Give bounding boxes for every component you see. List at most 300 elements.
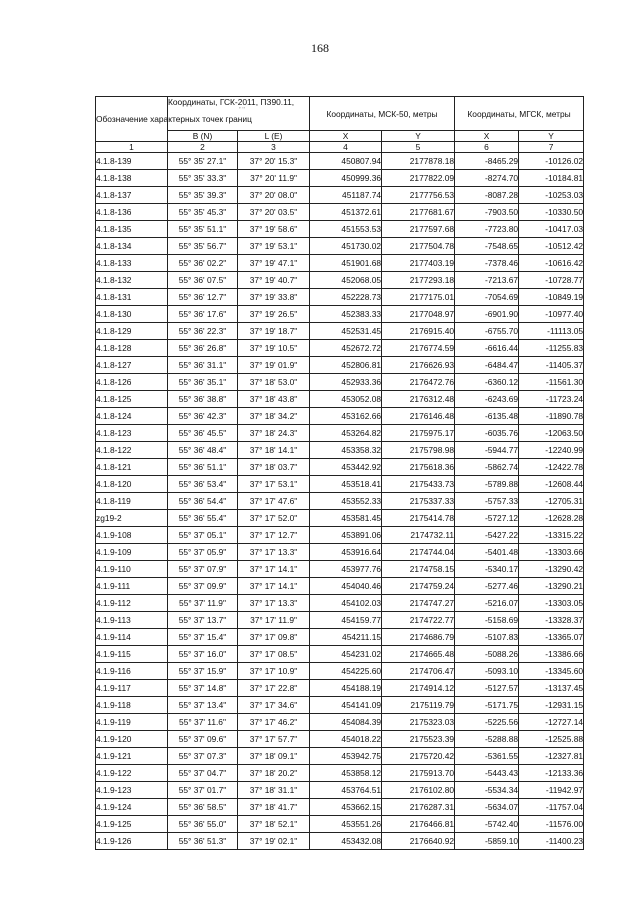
msk-x-cell: 452531.45 (310, 323, 382, 340)
table-row (96, 663, 584, 680)
point-id-cell: 4.1.9-123 (96, 782, 168, 799)
table-row (96, 595, 584, 612)
longitude-cell: 37° 18' 31.1" (238, 782, 310, 799)
mgsk-x-cell: -5534.34 (455, 782, 519, 799)
longitude-cell: 37° 18' 52.1" (238, 816, 310, 833)
msk-y-cell: 2177403.19 (382, 255, 455, 272)
msk-x-cell: 454141.09 (310, 697, 382, 714)
mgsk-x-cell: -6035.76 (455, 425, 519, 442)
header-gsk-title: Координаты, ГСК-2011, ПЗ90.11, (168, 97, 295, 107)
longitude-cell: 37° 18' 43.8" (238, 391, 310, 408)
msk-y-cell: 2175523.39 (382, 731, 455, 748)
latitude-cell: 55° 37' 05.9" (168, 544, 238, 561)
mgsk-y-cell: -11757.04 (519, 799, 584, 816)
latitude-cell: 55° 36' 12.7" (168, 289, 238, 306)
msk-x-cell: 451372.61 (310, 204, 382, 221)
mgsk-x-cell: -5789.88 (455, 476, 519, 493)
msk-x-cell: 453977.76 (310, 561, 382, 578)
msk-y-cell: 2177822.09 (382, 170, 455, 187)
latitude-cell: 55° 37' 07.9" (168, 561, 238, 578)
point-id-cell: 4.1.9-115 (96, 646, 168, 663)
point-id-cell: 4.1.8-119 (96, 493, 168, 510)
mgsk-y-cell: -10977.40 (519, 306, 584, 323)
header-mgsk-x: X (455, 131, 519, 142)
msk-y-cell: 2176640.92 (382, 833, 455, 850)
msk-y-cell: 2174744.04 (382, 544, 455, 561)
table-row (96, 272, 584, 289)
msk-y-cell: 2174665.48 (382, 646, 455, 663)
latitude-cell: 55° 37' 11.9" (168, 595, 238, 612)
table-row (96, 221, 584, 238)
latitude-cell: 55° 36' 22.3" (168, 323, 238, 340)
mgsk-x-cell: -5634.07 (455, 799, 519, 816)
mgsk-x-cell: -7378.46 (455, 255, 519, 272)
msk-y-cell: 2174722.77 (382, 612, 455, 629)
longitude-cell: 37° 17' 14.1" (238, 578, 310, 595)
latitude-cell: 55° 36' 54.4" (168, 493, 238, 510)
point-id-cell: 4.1.9-117 (96, 680, 168, 697)
table-row (96, 306, 584, 323)
msk-x-cell: 452383.33 (310, 306, 382, 323)
msk-x-cell: 454159.77 (310, 612, 382, 629)
msk-y-cell: 2175975.17 (382, 425, 455, 442)
msk-x-cell: 453162.66 (310, 408, 382, 425)
msk-y-cell: 2174759.24 (382, 578, 455, 595)
point-id-cell: zg19-2 (96, 510, 168, 527)
table-row (96, 646, 584, 663)
latitude-cell: 55° 35' 27.1" (168, 153, 238, 170)
mgsk-y-cell: -10512.42 (519, 238, 584, 255)
mgsk-x-cell: -5277.46 (455, 578, 519, 595)
msk-y-cell: 2176472.76 (382, 374, 455, 391)
column-number: 7 (519, 142, 584, 153)
mgsk-x-cell: -8465.29 (455, 153, 519, 170)
table-row (96, 204, 584, 221)
longitude-cell: 37° 19' 26.5" (238, 306, 310, 323)
msk-x-cell: 452933.36 (310, 374, 382, 391)
latitude-cell: 55° 36' 55.4" (168, 510, 238, 527)
latitude-cell: 55° 37' 04.7" (168, 765, 238, 782)
mgsk-x-cell: -5093.10 (455, 663, 519, 680)
latitude-cell: 55° 36' 48.4" (168, 442, 238, 459)
header-mgsk: Координаты, МГСК, метры (455, 97, 584, 131)
longitude-cell: 37° 18' 03.7" (238, 459, 310, 476)
table-row (96, 255, 584, 272)
longitude-cell: 37° 17' 14.1" (238, 561, 310, 578)
point-id-cell: 4.1.9-114 (96, 629, 168, 646)
mgsk-y-cell: -13137.45 (519, 680, 584, 697)
mgsk-y-cell: -13328.37 (519, 612, 584, 629)
mgsk-y-cell: -11405.37 (519, 357, 584, 374)
mgsk-y-cell: -11113.05 (519, 323, 584, 340)
msk-y-cell: 2175337.33 (382, 493, 455, 510)
table-row (96, 425, 584, 442)
table-row (96, 816, 584, 833)
table-row (96, 323, 584, 340)
latitude-cell: 55° 37' 09.9" (168, 578, 238, 595)
table-row (96, 782, 584, 799)
table-row (96, 187, 584, 204)
mgsk-y-cell: -10126.02 (519, 153, 584, 170)
msk-y-cell: 2177756.53 (382, 187, 455, 204)
latitude-cell: 55° 36' 26.8" (168, 340, 238, 357)
mgsk-x-cell: -6243.69 (455, 391, 519, 408)
mgsk-x-cell: -5340.17 (455, 561, 519, 578)
msk-x-cell: 453432.08 (310, 833, 382, 850)
table-row (96, 714, 584, 731)
mgsk-y-cell: -12327.81 (519, 748, 584, 765)
point-id-cell: 4.1.8-137 (96, 187, 168, 204)
longitude-cell: 37° 19' 40.7" (238, 272, 310, 289)
msk-x-cell: 452068.05 (310, 272, 382, 289)
mgsk-x-cell: -5107.83 (455, 629, 519, 646)
longitude-cell: 37° 20' 08.0" (238, 187, 310, 204)
msk-y-cell: 2175323.03 (382, 714, 455, 731)
mgsk-y-cell: -11576.00 (519, 816, 584, 833)
msk-y-cell: 2174686.79 (382, 629, 455, 646)
mgsk-x-cell: -5742.40 (455, 816, 519, 833)
table-row (96, 442, 584, 459)
mgsk-x-cell: -7723.80 (455, 221, 519, 238)
point-id-cell: 4.1.8-133 (96, 255, 168, 272)
header-b: B (N) (168, 131, 238, 142)
msk-x-cell: 453552.33 (310, 493, 382, 510)
mgsk-y-cell: -12422.78 (519, 459, 584, 476)
mgsk-x-cell: -5727.12 (455, 510, 519, 527)
mgsk-y-cell: -13303.05 (519, 595, 584, 612)
msk-x-cell: 453052.08 (310, 391, 382, 408)
column-number: 3 (238, 142, 310, 153)
point-id-cell: 4.1.8-123 (96, 425, 168, 442)
msk-y-cell: 2177878.18 (382, 153, 455, 170)
mgsk-y-cell: -11255.83 (519, 340, 584, 357)
mgsk-y-cell: -13303.66 (519, 544, 584, 561)
mgsk-y-cell: -13290.21 (519, 578, 584, 595)
table-row (96, 289, 584, 306)
longitude-cell: 37° 18' 24.3" (238, 425, 310, 442)
latitude-cell: 55° 37' 05.1" (168, 527, 238, 544)
point-id-cell: 4.1.8-125 (96, 391, 168, 408)
msk-y-cell: 2176102.80 (382, 782, 455, 799)
point-id-cell: 4.1.8-127 (96, 357, 168, 374)
point-id-cell: 4.1.8-121 (96, 459, 168, 476)
point-id-cell: 4.1.8-129 (96, 323, 168, 340)
table-row (96, 527, 584, 544)
mgsk-x-cell: -8274.70 (455, 170, 519, 187)
mgsk-x-cell: -5944.77 (455, 442, 519, 459)
mgsk-x-cell: -7903.50 (455, 204, 519, 221)
latitude-cell: 55° 36' 55.0" (168, 816, 238, 833)
latitude-cell: 55° 36' 51.1" (168, 459, 238, 476)
mgsk-y-cell: -13290.42 (519, 561, 584, 578)
msk-y-cell: 2176312.48 (382, 391, 455, 408)
mgsk-y-cell: -12525.88 (519, 731, 584, 748)
mgsk-y-cell: -10728.77 (519, 272, 584, 289)
mgsk-x-cell: -5757.33 (455, 493, 519, 510)
longitude-cell: 37° 19' 01.9" (238, 357, 310, 374)
latitude-cell: 55° 37' 07.3" (168, 748, 238, 765)
msk-x-cell: 454211.15 (310, 629, 382, 646)
point-id-cell: 4.1.9-119 (96, 714, 168, 731)
header-l: L (E) (238, 131, 310, 142)
longitude-cell: 37° 20' 15.3" (238, 153, 310, 170)
latitude-cell: 55° 37' 13.4" (168, 697, 238, 714)
latitude-cell: 55° 35' 33.3" (168, 170, 238, 187)
header-msk-y: Y (382, 131, 455, 142)
table-row (96, 612, 584, 629)
msk-x-cell: 451553.53 (310, 221, 382, 238)
mgsk-y-cell: -13315.22 (519, 527, 584, 544)
table-row (96, 561, 584, 578)
longitude-cell: 37° 18' 09.1" (238, 748, 310, 765)
latitude-cell: 55° 37' 15.4" (168, 629, 238, 646)
point-id-cell: 4.1.8-135 (96, 221, 168, 238)
longitude-cell: 37° 18' 14.1" (238, 442, 310, 459)
column-number: 6 (455, 142, 519, 153)
point-id-cell: 4.1.9-125 (96, 816, 168, 833)
mgsk-x-cell: -5443.43 (455, 765, 519, 782)
point-id-cell: 4.1.9-111 (96, 578, 168, 595)
point-id-cell: 4.1.9-126 (96, 833, 168, 850)
msk-y-cell: 2175913.70 (382, 765, 455, 782)
msk-x-cell: 452806.81 (310, 357, 382, 374)
longitude-cell: 37° 18' 20.2" (238, 765, 310, 782)
point-id-cell: 4.1.9-113 (96, 612, 168, 629)
latitude-cell: 55° 36' 42.3" (168, 408, 238, 425)
latitude-cell: 55° 36' 51.3" (168, 833, 238, 850)
header-msk-x: X (310, 131, 382, 142)
mgsk-x-cell: -5171.75 (455, 697, 519, 714)
msk-x-cell: 453662.15 (310, 799, 382, 816)
column-number: 2 (168, 142, 238, 153)
mgsk-y-cell: -12931.15 (519, 697, 584, 714)
longitude-cell: 37° 19' 18.7" (238, 323, 310, 340)
mgsk-y-cell: -11723.24 (519, 391, 584, 408)
msk-y-cell: 2174758.15 (382, 561, 455, 578)
mgsk-x-cell: -5088.26 (455, 646, 519, 663)
table-row (96, 493, 584, 510)
mgsk-y-cell: -12133.36 (519, 765, 584, 782)
mgsk-y-cell: -12240.99 (519, 442, 584, 459)
point-id-cell: 4.1.8-130 (96, 306, 168, 323)
msk-y-cell: 2177175.01 (382, 289, 455, 306)
msk-x-cell: 451901.68 (310, 255, 382, 272)
msk-y-cell: 2177504.78 (382, 238, 455, 255)
msk-y-cell: 2176287.31 (382, 799, 455, 816)
msk-y-cell: 2175618.36 (382, 459, 455, 476)
point-id-cell: 4.1.8-132 (96, 272, 168, 289)
table-row (96, 544, 584, 561)
msk-x-cell: 450999.36 (310, 170, 382, 187)
longitude-cell: 37° 17' 57.7" (238, 731, 310, 748)
msk-y-cell: 2177597.68 (382, 221, 455, 238)
msk-y-cell: 2176626.93 (382, 357, 455, 374)
longitude-cell: 37° 18' 41.7" (238, 799, 310, 816)
mgsk-x-cell: -6135.48 (455, 408, 519, 425)
msk-x-cell: 454084.39 (310, 714, 382, 731)
table-row (96, 476, 584, 493)
longitude-cell: 37° 17' 10.9" (238, 663, 310, 680)
longitude-cell: 37° 19' 02.1" (238, 833, 310, 850)
table-row (96, 238, 584, 255)
latitude-cell: 55° 37' 14.8" (168, 680, 238, 697)
mgsk-y-cell: -10616.42 (519, 255, 584, 272)
longitude-cell: 37° 17' 34.6" (238, 697, 310, 714)
table-row (96, 731, 584, 748)
longitude-cell: 37° 17' 22.8" (238, 680, 310, 697)
mgsk-y-cell: -10417.03 (519, 221, 584, 238)
msk-x-cell: 451730.02 (310, 238, 382, 255)
msk-x-cell: 453891.06 (310, 527, 382, 544)
table-row (96, 799, 584, 816)
msk-x-cell: 454040.46 (310, 578, 382, 595)
longitude-cell: 37° 17' 11.9" (238, 612, 310, 629)
longitude-cell: 37° 18' 53.0" (238, 374, 310, 391)
msk-y-cell: 2176466.81 (382, 816, 455, 833)
msk-y-cell: 2175798.98 (382, 442, 455, 459)
mgsk-y-cell: -11890.78 (519, 408, 584, 425)
longitude-cell: 37° 17' 53.1" (238, 476, 310, 493)
column-number: 1 (96, 142, 168, 153)
table-row (96, 629, 584, 646)
msk-y-cell: 2175720.42 (382, 748, 455, 765)
point-id-cell: 4.1.8-120 (96, 476, 168, 493)
msk-y-cell: 2177681.67 (382, 204, 455, 221)
longitude-cell: 37° 19' 10.5" (238, 340, 310, 357)
msk-x-cell: 454188.19 (310, 680, 382, 697)
table-row (96, 680, 584, 697)
table-row (96, 765, 584, 782)
mgsk-y-cell: -12628.28 (519, 510, 584, 527)
point-id-cell: 4.1.9-124 (96, 799, 168, 816)
longitude-cell: 37° 18' 34.2" (238, 408, 310, 425)
msk-x-cell: 453942.75 (310, 748, 382, 765)
msk-y-cell: 2176146.48 (382, 408, 455, 425)
mgsk-x-cell: -5158.69 (455, 612, 519, 629)
column-number: 5 (382, 142, 455, 153)
mgsk-y-cell: -11561.30 (519, 374, 584, 391)
mgsk-x-cell: -6360.12 (455, 374, 519, 391)
mgsk-y-cell: -10184.81 (519, 170, 584, 187)
mgsk-x-cell: -5862.74 (455, 459, 519, 476)
latitude-cell: 55° 37' 13.7" (168, 612, 238, 629)
mgsk-x-cell: -7054.69 (455, 289, 519, 306)
mgsk-y-cell: -13386.66 (519, 646, 584, 663)
mgsk-y-cell: -13345.60 (519, 663, 584, 680)
msk-x-cell: 453518.41 (310, 476, 382, 493)
point-id-cell: 4.1.9-112 (96, 595, 168, 612)
point-id-cell: 4.1.8-122 (96, 442, 168, 459)
msk-y-cell: 2174706.47 (382, 663, 455, 680)
latitude-cell: 55° 37' 01.7" (168, 782, 238, 799)
msk-x-cell: 453581.45 (310, 510, 382, 527)
latitude-cell: 55° 36' 45.5" (168, 425, 238, 442)
msk-x-cell: 452228.73 (310, 289, 382, 306)
msk-y-cell: 2174747.27 (382, 595, 455, 612)
mgsk-x-cell: -6484.47 (455, 357, 519, 374)
msk-x-cell: 454018.22 (310, 731, 382, 748)
point-id-cell: 4.1.9-121 (96, 748, 168, 765)
msk-y-cell: 2174732.11 (382, 527, 455, 544)
point-id-cell: 4.1.8-136 (96, 204, 168, 221)
latitude-cell: 55° 37' 15.9" (168, 663, 238, 680)
latitude-cell: 55° 36' 38.8" (168, 391, 238, 408)
table-row (96, 578, 584, 595)
table-row (96, 408, 584, 425)
longitude-cell: 37° 19' 33.8" (238, 289, 310, 306)
point-id-cell: 4.1.9-108 (96, 527, 168, 544)
mgsk-y-cell: -11400.23 (519, 833, 584, 850)
latitude-cell: 55° 36' 07.5" (168, 272, 238, 289)
longitude-cell: 37° 17' 52.0" (238, 510, 310, 527)
coordinates-table (95, 96, 584, 850)
table-row (96, 374, 584, 391)
msk-x-cell: 454102.03 (310, 595, 382, 612)
longitude-cell: 37° 19' 58.6" (238, 221, 310, 238)
latitude-cell: 55° 35' 51.1" (168, 221, 238, 238)
msk-x-cell: 454231.02 (310, 646, 382, 663)
point-id-cell: 4.1.8-124 (96, 408, 168, 425)
msk-y-cell: 2177048.97 (382, 306, 455, 323)
mgsk-x-cell: -8087.28 (455, 187, 519, 204)
latitude-cell: 55° 36' 17.6" (168, 306, 238, 323)
mgsk-x-cell: -7213.67 (455, 272, 519, 289)
msk-x-cell: 452672.72 (310, 340, 382, 357)
table-row (96, 833, 584, 850)
longitude-cell: 37° 17' 09.8" (238, 629, 310, 646)
longitude-cell: 37° 17' 13.3" (238, 544, 310, 561)
msk-x-cell: 451187.74 (310, 187, 382, 204)
msk-x-cell: 453916.64 (310, 544, 382, 561)
latitude-cell: 55° 36' 35.1" (168, 374, 238, 391)
latitude-cell: 55° 35' 56.7" (168, 238, 238, 255)
point-id-cell: 4.1.8-138 (96, 170, 168, 187)
latitude-cell: 55° 36' 31.1" (168, 357, 238, 374)
longitude-cell: 37° 20' 03.5" (238, 204, 310, 221)
msk-y-cell: 2176915.40 (382, 323, 455, 340)
point-id-cell: 4.1.8-128 (96, 340, 168, 357)
page-number: 168 (311, 41, 329, 55)
mgsk-y-cell: -12063.50 (519, 425, 584, 442)
mgsk-y-cell: -10330.50 (519, 204, 584, 221)
table-body (96, 153, 584, 850)
msk-x-cell: 453264.82 (310, 425, 382, 442)
mgsk-x-cell: -7548.65 (455, 238, 519, 255)
point-id-cell: 4.1.9-116 (96, 663, 168, 680)
msk-x-cell: 453442.92 (310, 459, 382, 476)
latitude-cell: 55° 36' 53.4" (168, 476, 238, 493)
table-row (96, 340, 584, 357)
mgsk-y-cell: -12727.14 (519, 714, 584, 731)
latitude-cell: 55° 36' 58.5" (168, 799, 238, 816)
table-row (96, 459, 584, 476)
mgsk-y-cell: -12705.31 (519, 493, 584, 510)
msk-y-cell: 2175414.78 (382, 510, 455, 527)
msk-x-cell: 453858.12 (310, 765, 382, 782)
longitude-cell: 37° 20' 11.9" (238, 170, 310, 187)
mgsk-y-cell: -12608.44 (519, 476, 584, 493)
header-point-name: Обозначение характерных точек границ (96, 97, 168, 142)
latitude-cell: 55° 36' 02.2" (168, 255, 238, 272)
point-id-cell: 4.1.8-139 (96, 153, 168, 170)
mgsk-x-cell: -6755.70 (455, 323, 519, 340)
column-number: 4 (310, 142, 382, 153)
point-id-cell: 4.1.8-126 (96, 374, 168, 391)
point-id-cell: 4.1.9-120 (96, 731, 168, 748)
msk-y-cell: 2177293.18 (382, 272, 455, 289)
longitude-cell: 37° 17' 47.6" (238, 493, 310, 510)
mgsk-x-cell: -5216.07 (455, 595, 519, 612)
